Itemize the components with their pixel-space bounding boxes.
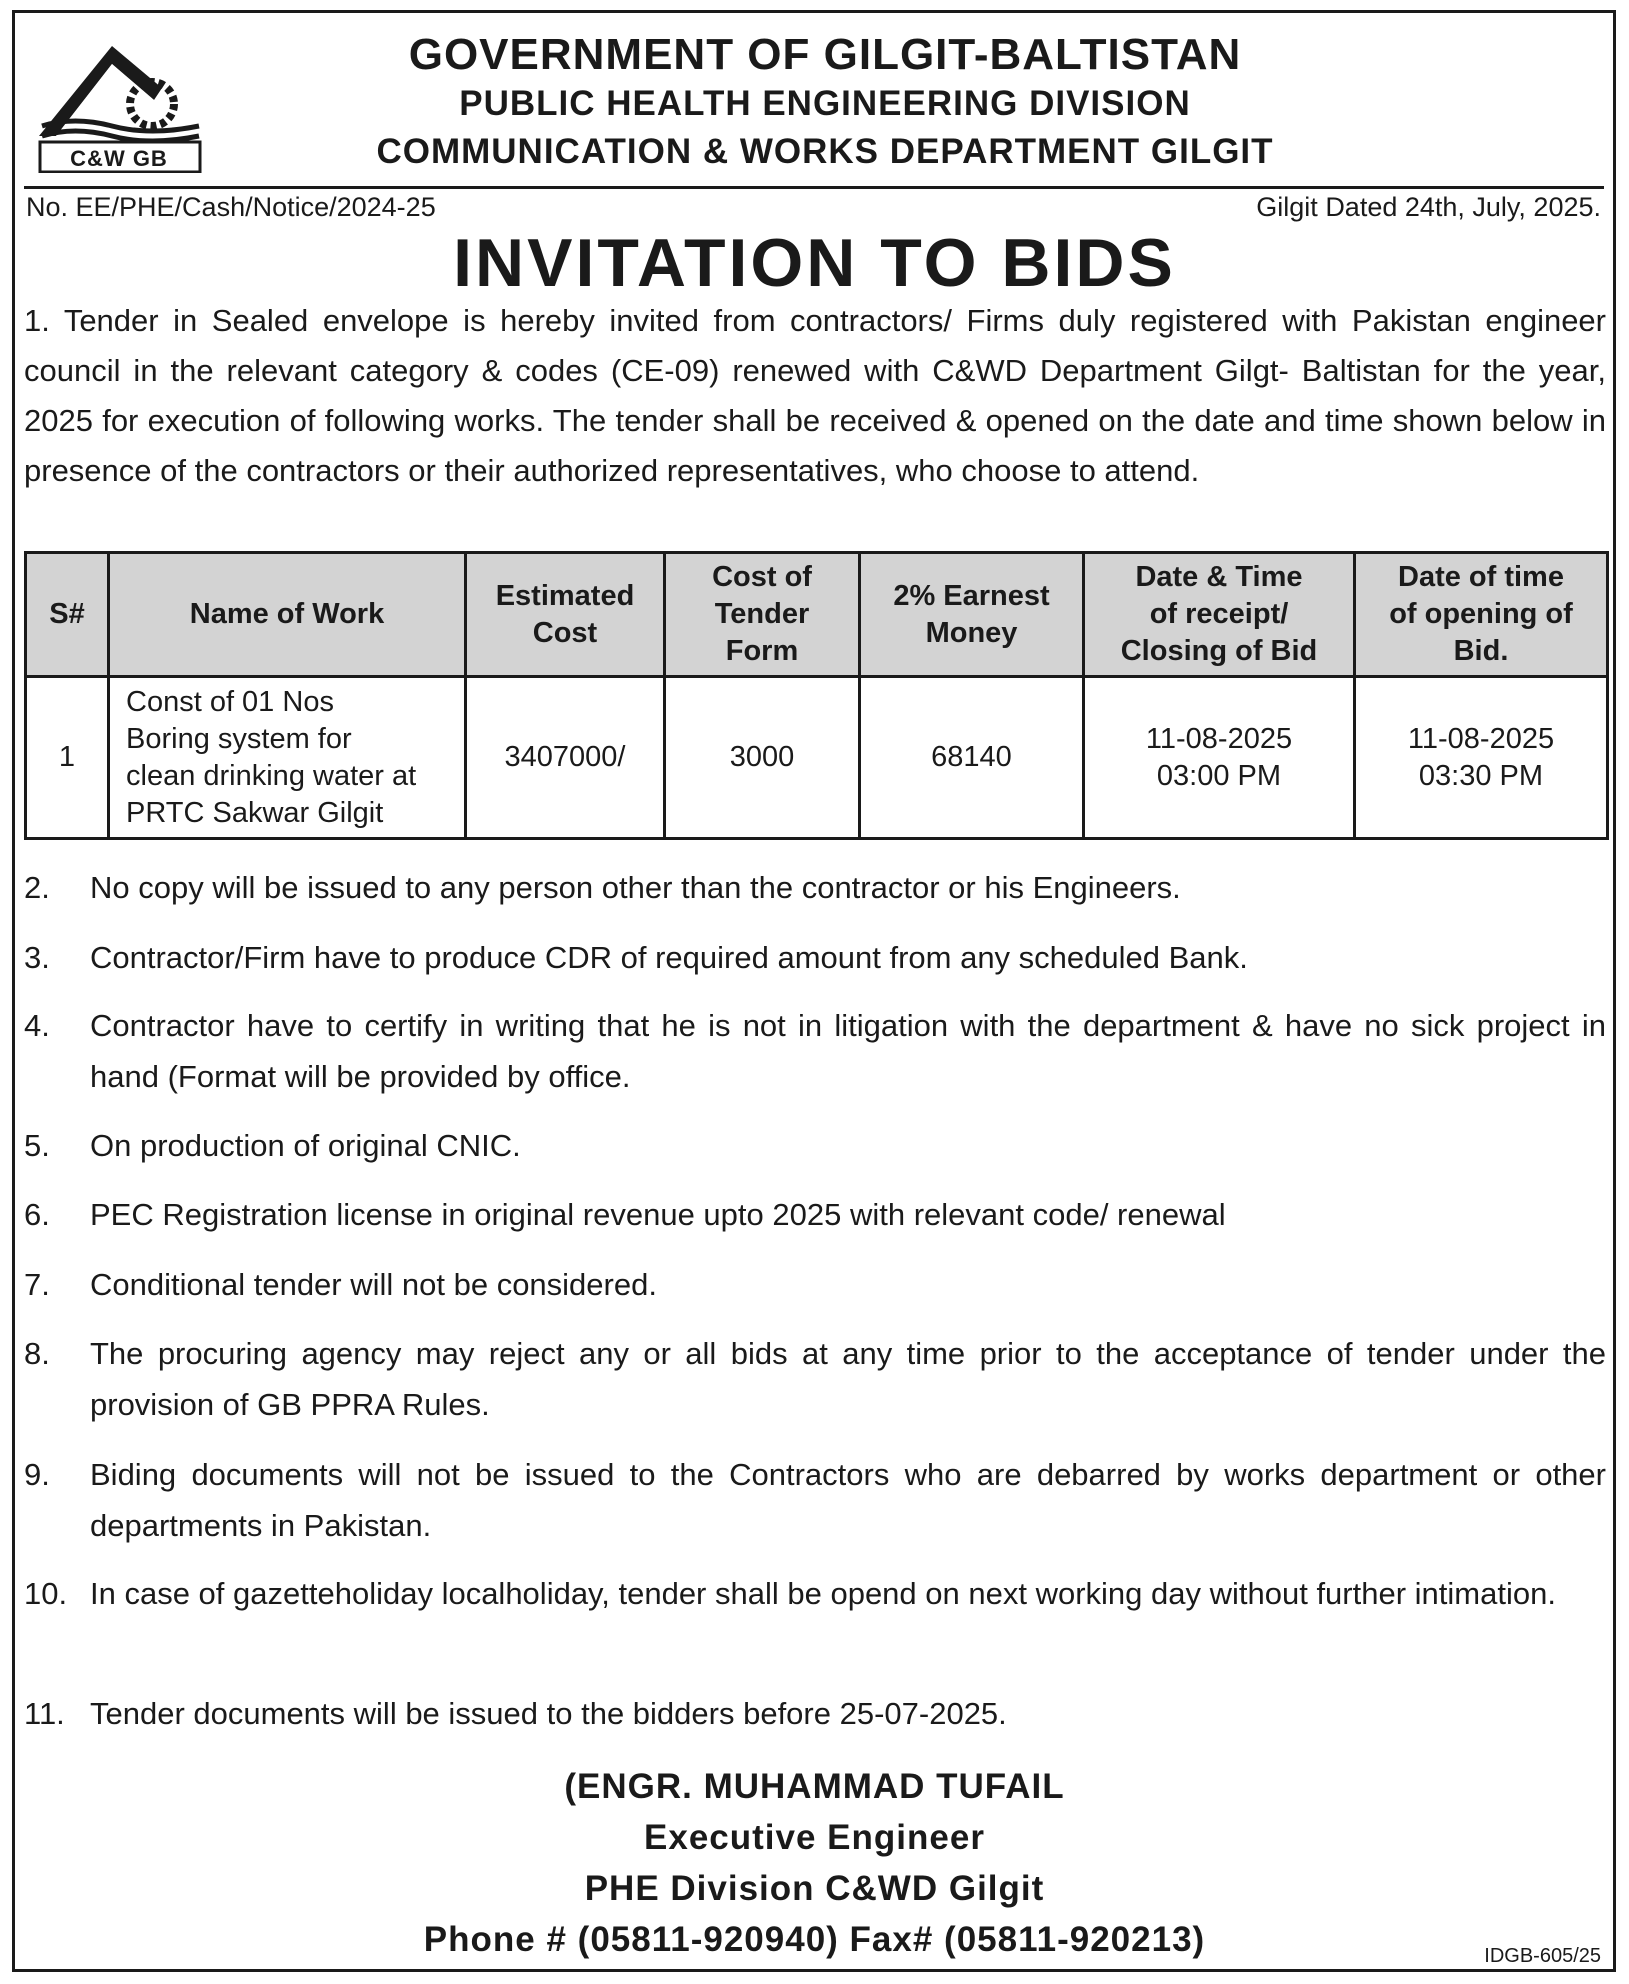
table-header-row	[26, 553, 1608, 677]
signatory-contact: Phone # (05811-920940) Fax# (05811-920213)	[423, 1920, 1206, 1959]
table-row	[26, 677, 1608, 839]
cell-opening: 11-08-2025 03:30 PM	[1355, 677, 1608, 839]
signatory-name: (ENGR. MUHAMMAD TUFAIL	[564, 1767, 1065, 1806]
col-receipt-closing: Date & Time of receipt/ Closing of Bid	[1084, 553, 1355, 677]
header-department: COMMUNICATION & WORKS DEPARTMENT GILGIT	[376, 132, 1274, 171]
condition-item: 9. Biding documents will not be issued to the Contractors who are debarred by works department or other departments in Pakistan.	[24, 1457, 1606, 1543]
condition-item: 3. Contractor/Firm have to produce CDR of required amount from any scheduled Bank.	[24, 940, 1248, 975]
signatory-designation: Executive Engineer	[644, 1818, 985, 1857]
cell-tender-form-cost: 3000	[665, 677, 860, 839]
intro-paragraph: 1. Tender in Sealed envelope is hereby invited from contractors/ Firms duly registered with Pakistan engineer council in the relevant category & codes (CE-09) renewed with C&WD Department Gilgt- Baltistan for the year, 2025 for execution of following works. The tender shall be received & opened on the date and time shown below in presence of the contractors or their authorized representatives, who choose to attend.	[24, 303, 1606, 488]
page-title: INVITATION TO BIDS	[453, 225, 1176, 301]
header-government: GOVERNMENT OF GILGIT-BALTISTAN	[408, 30, 1242, 79]
col-sno: S#	[26, 553, 109, 677]
notice-date: Gilgit Dated 24th, July, 2025.	[1256, 192, 1601, 222]
cell-receipt-closing: 11-08-2025 03:00 PM	[1084, 677, 1355, 839]
col-name-of-work: Name of Work	[109, 553, 466, 677]
logo-label: C&W GB	[70, 146, 168, 171]
condition-item: 7. Conditional tender will not be considered.	[24, 1267, 657, 1302]
signatory-office: PHE Division C&WD Gilgit	[584, 1869, 1045, 1908]
condition-item: 5. On production of original CNIC.	[24, 1128, 521, 1163]
cell-name-of-work: Const of 01 Nos Boring system for clean drinking water at PRTC Sakwar Gilgit	[109, 677, 466, 839]
cell-earnest-money: 68140	[860, 677, 1084, 839]
reference-number: No. EE/PHE/Cash/Notice/2024-25	[26, 192, 436, 222]
condition-item: 11. Tender documents will be issued to the bidders before 25-07-2025.	[24, 1696, 1007, 1731]
condition-item: 10. In case of gazetteholiday localholiday, tender shall be opend on next working day without further intimation.	[24, 1576, 1556, 1611]
condition-item: 2. No copy will be issued to any person other than the contractor or his Engineers.	[24, 870, 1181, 905]
col-earnest-money: 2% Earnest Money	[860, 553, 1084, 677]
header-divider	[24, 186, 1604, 189]
ad-code: IDGB-605/25	[1484, 1945, 1601, 1967]
condition-item: 4. Contractor have to certify in writing that he is not in litigation with the department & have no sick project in hand (Format will be provided by office.	[24, 1008, 1606, 1094]
cell-estimated-cost: 3407000/	[466, 677, 665, 839]
bids-table	[24, 551, 1609, 840]
col-opening: Date of time of opening of Bid.	[1355, 553, 1608, 677]
header-division: PUBLIC HEALTH ENGINEERING DIVISION	[459, 84, 1191, 123]
condition-item: 8. The procuring agency may reject any or all bids at any time prior to the acceptance of tender under the provision of GB PPRA Rules.	[24, 1336, 1606, 1422]
condition-item: 6. PEC Registration license in original revenue upto 2025 with relevant code/ renewal	[24, 1197, 1226, 1232]
col-estimated-cost: Estimated Cost	[466, 553, 665, 677]
cell-sno: 1	[26, 677, 109, 839]
col-tender-form-cost: Cost of Tender Form	[665, 553, 860, 677]
